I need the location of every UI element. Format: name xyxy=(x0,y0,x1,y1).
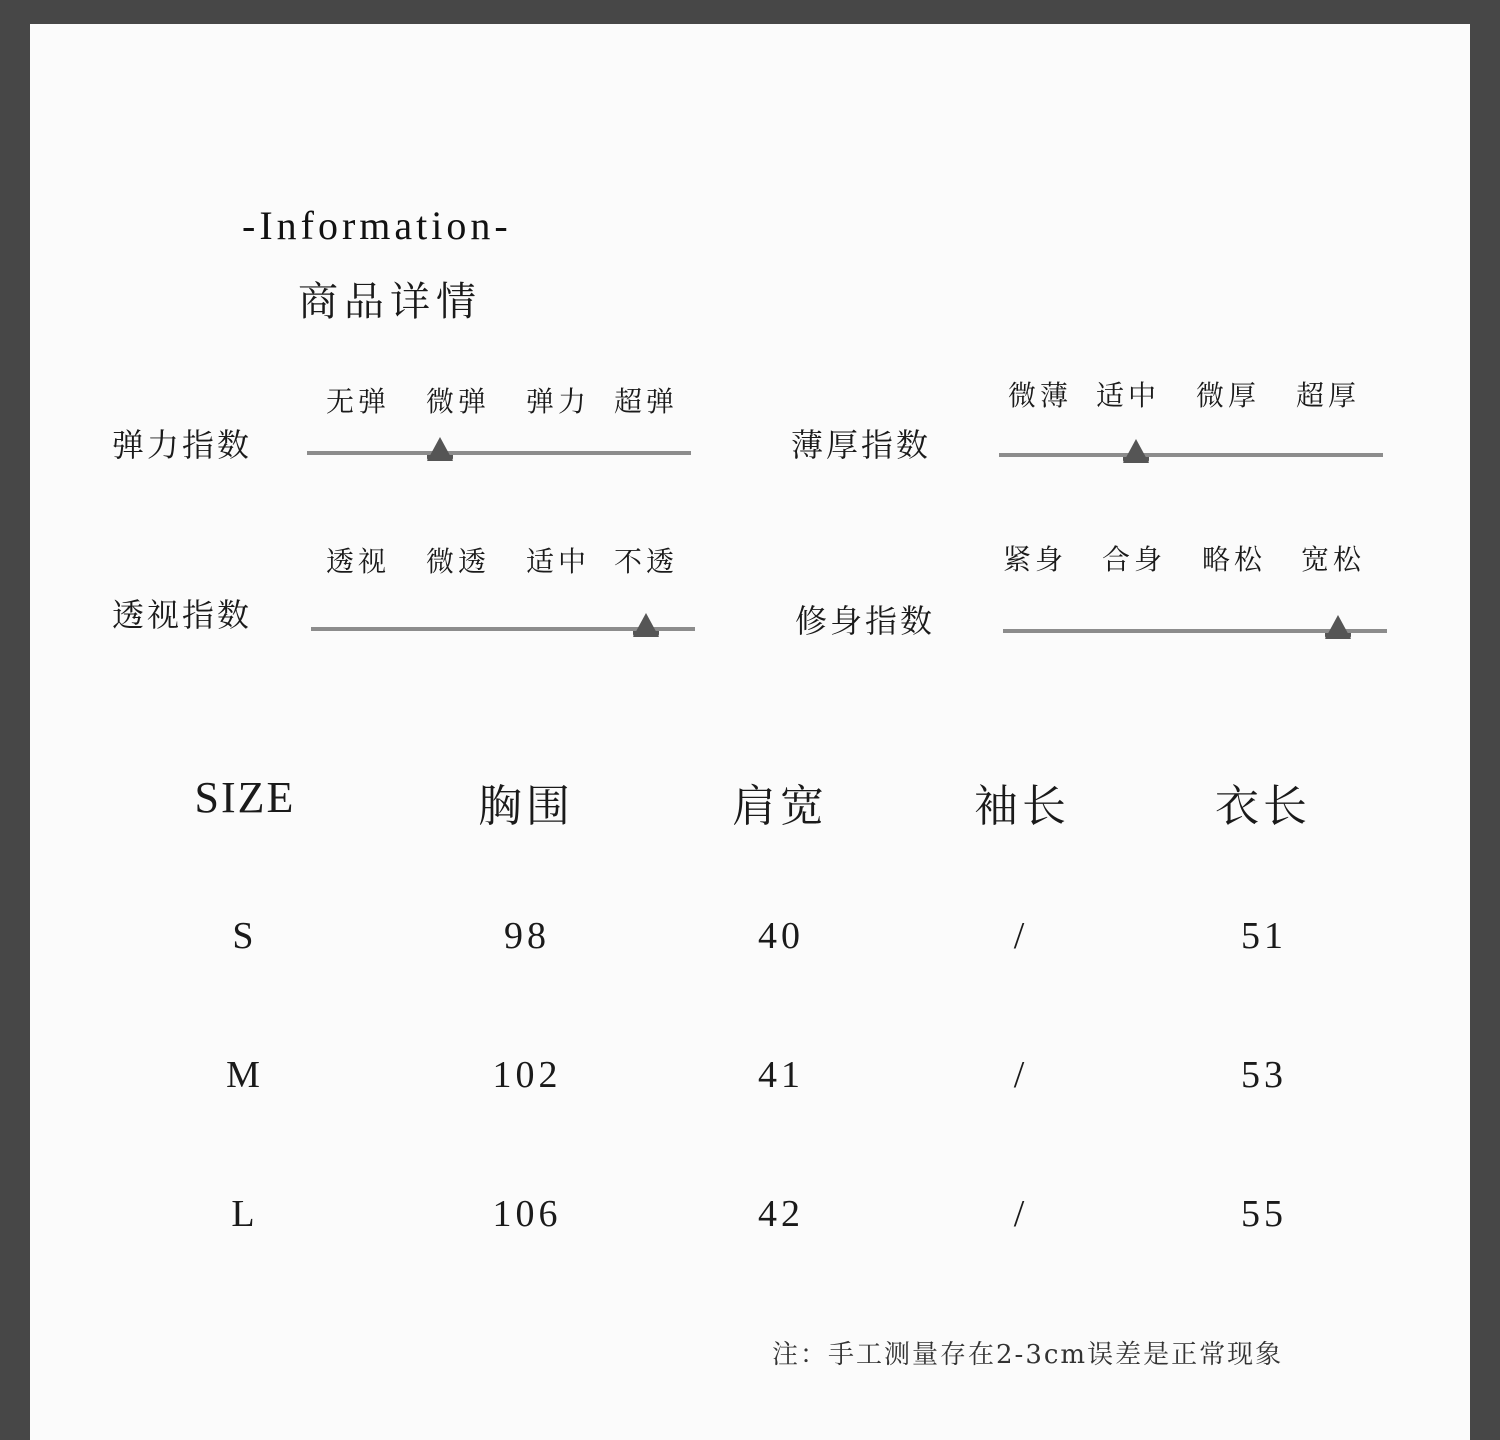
fit-option: 合身 xyxy=(1102,543,1167,576)
elasticity-marker-icon xyxy=(427,437,453,461)
table-cell: 51 xyxy=(1241,915,1287,957)
table-cell: 42 xyxy=(758,1193,804,1235)
transparency-option: 微透 xyxy=(426,545,491,578)
table-cell-size: L xyxy=(231,1193,259,1235)
table-cell-size: M xyxy=(226,1054,264,1096)
table-cell-size: S xyxy=(232,915,258,957)
elasticity-option: 超弹 xyxy=(614,385,679,418)
thickness-option: 微厚 xyxy=(1196,379,1261,412)
table-cell: 106 xyxy=(492,1193,562,1235)
elasticity-track xyxy=(307,451,691,455)
elasticity-label: 弹力指数 xyxy=(112,426,253,464)
table-cell: 55 xyxy=(1241,1193,1287,1235)
thickness-option: 微薄 xyxy=(1008,379,1073,412)
measurement-note: 注：手工测量存在2-3cm误差是正常现象 xyxy=(772,1340,1284,1370)
transparency-marker-icon xyxy=(633,613,659,637)
table-header-length: 衣长 xyxy=(1215,781,1311,832)
table-cell: / xyxy=(1013,1054,1029,1096)
table-header-size: SIZE xyxy=(194,773,296,822)
table-cell: / xyxy=(1013,1193,1029,1235)
thickness-marker-icon xyxy=(1123,439,1149,463)
elasticity-option: 弹力 xyxy=(526,385,591,418)
fit-marker-icon xyxy=(1325,615,1351,639)
table-header-bust: 胸围 xyxy=(478,781,574,832)
table-cell: 98 xyxy=(504,915,550,957)
fit-label: 修身指数 xyxy=(795,602,936,640)
thickness-option: 超厚 xyxy=(1296,379,1361,412)
elasticity-option: 微弹 xyxy=(426,385,491,418)
table-cell: 41 xyxy=(758,1054,804,1096)
elasticity-option: 无弹 xyxy=(326,385,391,418)
thickness-track xyxy=(999,453,1383,457)
thickness-label: 薄厚指数 xyxy=(791,426,932,464)
table-cell: / xyxy=(1013,915,1029,957)
information-card xyxy=(30,24,1470,1440)
fit-option: 宽松 xyxy=(1301,543,1366,576)
table-cell: 53 xyxy=(1241,1054,1287,1096)
table-header-shoulder: 肩宽 xyxy=(732,781,828,832)
transparency-label: 透视指数 xyxy=(112,596,253,634)
table-cell: 40 xyxy=(758,915,804,957)
page-title-en: -Information- xyxy=(242,203,512,248)
table-header-sleeve: 袖长 xyxy=(974,781,1070,832)
thickness-option: 适中 xyxy=(1096,379,1161,412)
transparency-option: 适中 xyxy=(526,545,591,578)
fit-option: 紧身 xyxy=(1003,543,1068,576)
table-cell: 102 xyxy=(492,1054,562,1096)
transparency-option: 透视 xyxy=(326,545,391,578)
fit-option: 略松 xyxy=(1202,543,1267,576)
transparency-option: 不透 xyxy=(614,545,679,578)
page-title-cn: 商品详情 xyxy=(298,279,482,325)
